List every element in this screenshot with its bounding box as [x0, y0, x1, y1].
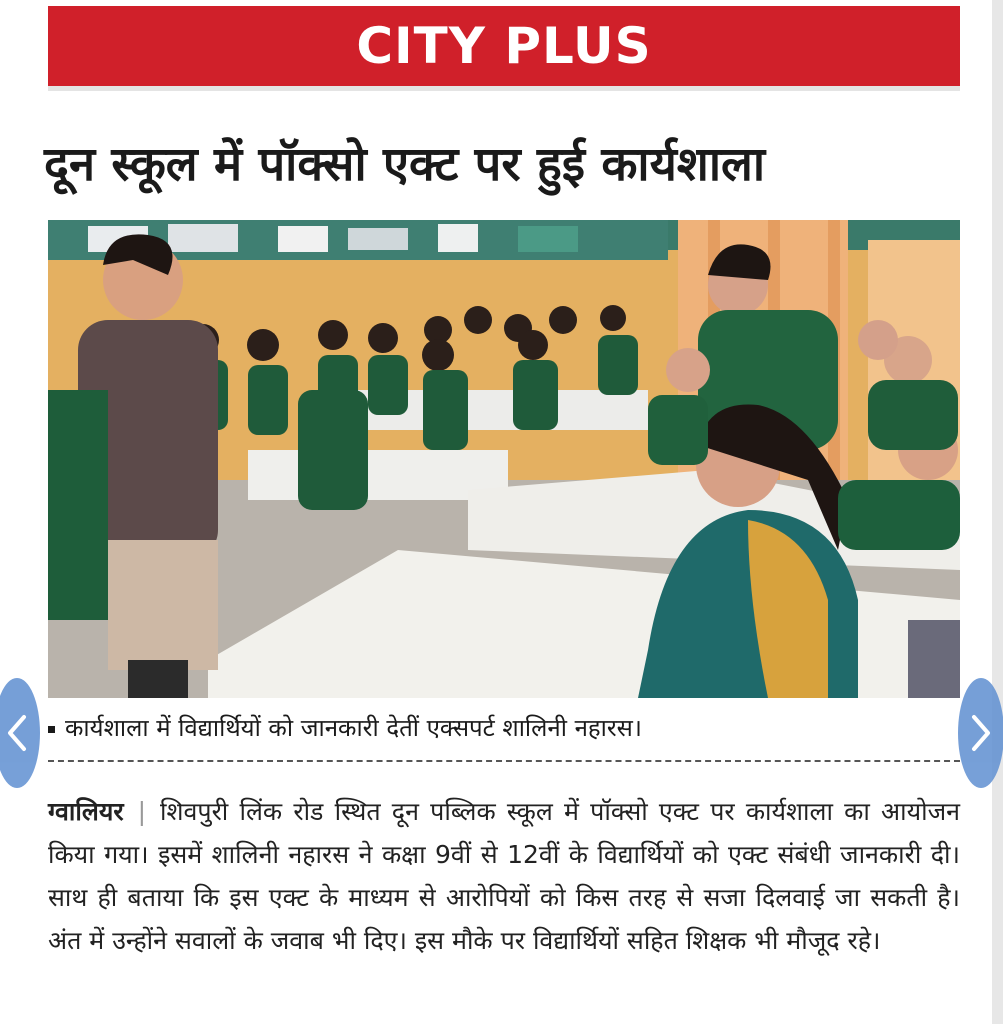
article-body-text: शिवपुरी लिंक रोड स्थित दून पब्लिक स्कूल में पॉक्सो एक्ट पर कार्यशाला का आयोजन किया गया। इसमें शालिनी नहारस ने कक्षा 9वीं से 12वीं के विद्यार्थियों को एक्ट संबंधी जानकारी दी। साथ ही बताया कि इस एक्ट के माध्यम से आरोपियों को किस तरह से सजा दिलवाई जा सकती है। अंत में उन्होंने सवालों के जवाब भी दिए। इस मौके पर विद्यार्थियों सहित शिक्षक भी मौजूद रहे।: [48, 797, 960, 955]
dateline: ग्वालियर: [48, 797, 124, 826]
photo-caption: [48, 708, 948, 748]
classroom-photo-image: [48, 220, 960, 698]
next-page-button[interactable]: [958, 678, 1003, 788]
article-photo: [48, 220, 960, 698]
chevron-left-icon: [4, 713, 30, 753]
article-body: [48, 790, 960, 962]
banner-shadow: [48, 86, 960, 91]
page-edge: [992, 0, 1003, 1024]
dashed-divider: [48, 760, 960, 762]
article-headline: दून स्कूल में पॉक्सो एक्ट पर हुई कार्यशाला: [44, 137, 766, 192]
chevron-right-icon: [968, 713, 994, 753]
photo-caption-text: कार्यशाला में विद्यार्थियों को जानकारी देतीं एक्सपर्ट शालिनी नहारस।: [65, 714, 643, 742]
previous-page-button[interactable]: [0, 678, 40, 788]
section-banner: CITY PLUS: [48, 6, 960, 86]
caption-bullet-icon: [48, 726, 55, 733]
dateline-separator: |: [137, 797, 146, 826]
